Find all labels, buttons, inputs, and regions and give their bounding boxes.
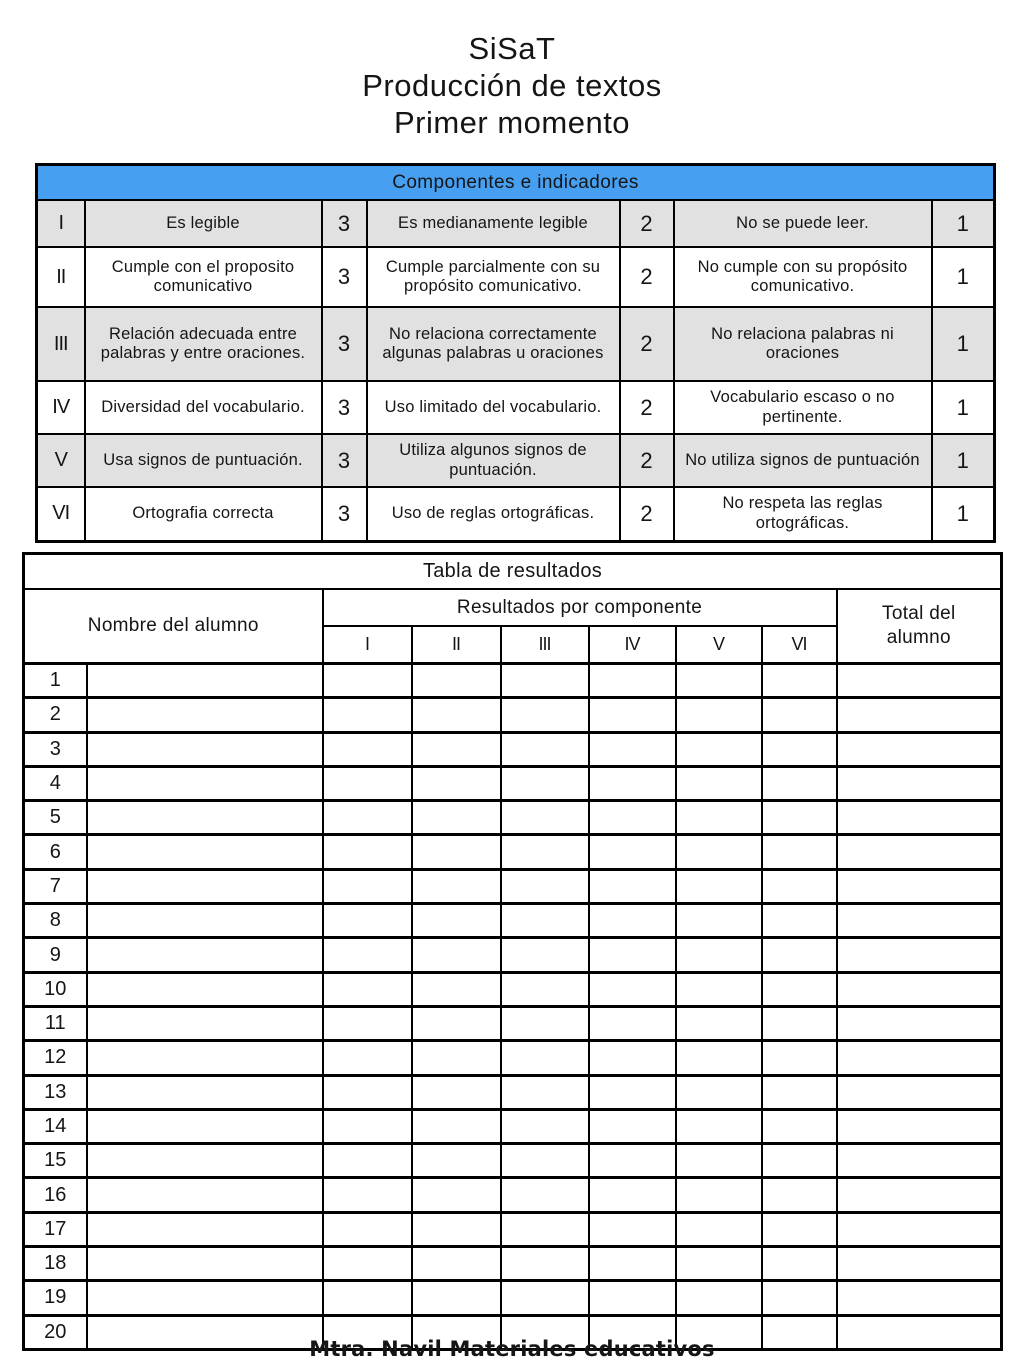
row-number: 19	[24, 1281, 87, 1315]
score-cell-VI	[762, 1178, 837, 1212]
score-cell-II	[412, 835, 501, 869]
score-cell-I	[323, 938, 412, 972]
score-cell-IV	[589, 698, 676, 732]
row-number: 10	[24, 972, 87, 1006]
score-cell-IV	[589, 1281, 676, 1315]
rubric-row	[37, 434, 995, 487]
student-name-cell	[87, 732, 323, 766]
score-cell-VI	[762, 835, 837, 869]
total-cell	[837, 1109, 1002, 1143]
score-cell-I	[323, 1144, 412, 1178]
rubric-row	[37, 307, 995, 381]
score-cell-VI	[762, 732, 837, 766]
indicator-level1: No respeta las reglas ortográficas.	[674, 487, 932, 541]
score-cell-VI	[762, 1144, 837, 1178]
total-cell	[837, 938, 1002, 972]
score-cell-IV	[589, 972, 676, 1006]
student-row	[24, 801, 1002, 835]
score-cell-I	[323, 1075, 412, 1109]
rubric-row	[37, 381, 995, 434]
score-cell-V	[676, 1006, 762, 1040]
student-name-header: Nombre del alumno	[24, 589, 323, 664]
score-cell-II	[412, 972, 501, 1006]
score-cell-IV	[589, 904, 676, 938]
indicator-level3: Es legible	[85, 200, 322, 247]
student-row	[24, 1144, 1002, 1178]
row-number: 14	[24, 1109, 87, 1143]
indicator-level2: Uso de reglas ortográficas.	[367, 487, 620, 541]
student-row	[24, 904, 1002, 938]
student-row	[24, 1281, 1002, 1315]
score-cell-V	[676, 835, 762, 869]
indicator-level2: No relaciona correctamente algunas palabras u oraciones	[367, 307, 620, 381]
student-row	[24, 1006, 1002, 1040]
row-number: 18	[24, 1247, 87, 1281]
score-cell-I	[323, 904, 412, 938]
score-cell-IV	[589, 1006, 676, 1040]
student-name-cell	[87, 698, 323, 732]
score-cell-III	[501, 904, 589, 938]
student-name-cell	[87, 1109, 323, 1143]
score-cell-IV	[589, 835, 676, 869]
student-row	[24, 1041, 1002, 1075]
total-cell	[837, 972, 1002, 1006]
score-cell-III	[501, 1212, 589, 1246]
score-cell-III	[501, 1247, 589, 1281]
row-number: 7	[24, 869, 87, 903]
score-cell-II	[412, 1075, 501, 1109]
total-cell	[837, 1144, 1002, 1178]
score-cell-I	[323, 1247, 412, 1281]
indicator-level2: Cumple parcialmente con su propósito comunicativo.	[367, 247, 620, 307]
total-cell	[837, 869, 1002, 903]
score-cell-III	[501, 1006, 589, 1040]
total-cell	[837, 1178, 1002, 1212]
score-1: 1	[932, 434, 995, 487]
student-name-cell	[87, 1212, 323, 1246]
score-cell-III	[501, 835, 589, 869]
score-cell-VI	[762, 1281, 837, 1315]
row-number: 20	[24, 1315, 87, 1349]
total-cell	[837, 732, 1002, 766]
student-name-cell	[87, 1075, 323, 1109]
score-cell-VI	[762, 664, 837, 698]
score-cell-V	[676, 972, 762, 1006]
score-cell-III	[501, 1041, 589, 1075]
score-cell-I	[323, 972, 412, 1006]
score-cell-IV	[589, 801, 676, 835]
score-cell-II	[412, 1109, 501, 1143]
score-cell-III	[501, 1109, 589, 1143]
component-column-II: II	[412, 626, 501, 664]
score-cell-VI	[762, 1109, 837, 1143]
score-cell-II	[412, 938, 501, 972]
score-cell-V	[676, 732, 762, 766]
score-cell-IV	[589, 1247, 676, 1281]
component-numeral: V	[37, 434, 85, 487]
student-row	[24, 869, 1002, 903]
score-cell-I	[323, 766, 412, 800]
score-cell-I	[323, 801, 412, 835]
score-cell-I	[323, 835, 412, 869]
indicator-level1: No cumple con su propósito comunicativo.	[674, 247, 932, 307]
row-number: 12	[24, 1041, 87, 1075]
row-number: 1	[24, 664, 87, 698]
student-name-cell	[87, 904, 323, 938]
score-cell-III	[501, 972, 589, 1006]
indicator-level1: Vocabulario escaso o no pertinente.	[674, 381, 932, 434]
indicator-level1: No relaciona palabras ni oraciones	[674, 307, 932, 381]
row-number: 17	[24, 1212, 87, 1246]
total-cell	[837, 1006, 1002, 1040]
score-3: 3	[322, 247, 367, 307]
student-row	[24, 698, 1002, 732]
student-name-cell	[87, 1247, 323, 1281]
score-cell-I	[323, 869, 412, 903]
total-cell	[837, 766, 1002, 800]
rubric-row	[37, 200, 995, 247]
score-cell-IV	[589, 1144, 676, 1178]
score-cell-III	[501, 801, 589, 835]
score-cell-VI	[762, 904, 837, 938]
score-1: 1	[932, 307, 995, 381]
component-numeral: I	[37, 200, 85, 247]
score-cell-II	[412, 664, 501, 698]
student-row	[24, 732, 1002, 766]
score-cell-II	[412, 1281, 501, 1315]
title-line-2: Producción de textos	[362, 68, 662, 103]
score-2: 2	[620, 434, 674, 487]
score-cell-IV	[589, 732, 676, 766]
score-cell-V	[676, 1109, 762, 1143]
score-cell-V	[676, 938, 762, 972]
student-row	[24, 1247, 1002, 1281]
score-cell-III	[501, 1281, 589, 1315]
component-numeral: III	[37, 307, 85, 381]
student-row	[24, 766, 1002, 800]
score-cell-V	[676, 1247, 762, 1281]
score-cell-V	[676, 1075, 762, 1109]
score-cell-IV	[589, 1041, 676, 1075]
row-number: 13	[24, 1075, 87, 1109]
score-cell-V	[676, 1178, 762, 1212]
score-cell-V	[676, 698, 762, 732]
author-credit: Mtra. Navil Materiales educativos	[309, 1337, 715, 1361]
score-cell-V	[676, 1144, 762, 1178]
student-row	[24, 972, 1002, 1006]
score-cell-IV	[589, 766, 676, 800]
score-1: 1	[932, 487, 995, 541]
component-numeral: II	[37, 247, 85, 307]
score-cell-II	[412, 1247, 501, 1281]
student-name-cell	[87, 972, 323, 1006]
score-cell-I	[323, 698, 412, 732]
indicator-level2: Uso limitado del vocabulario.	[367, 381, 620, 434]
score-cell-II	[412, 732, 501, 766]
student-row	[24, 938, 1002, 972]
student-name-cell	[87, 938, 323, 972]
student-row	[24, 1109, 1002, 1143]
results-table-body	[24, 664, 1002, 1350]
student-row	[24, 1178, 1002, 1212]
page-title	[0, 30, 1024, 141]
score-cell-V	[676, 1041, 762, 1075]
indicator-level3: Relación adecuada entre palabras y entre oraciones.	[85, 307, 322, 381]
score-3: 3	[322, 381, 367, 434]
score-cell-I	[323, 1006, 412, 1040]
score-2: 2	[620, 307, 674, 381]
score-cell-II	[412, 1178, 501, 1212]
score-cell-IV	[589, 1212, 676, 1246]
score-2: 2	[620, 381, 674, 434]
score-cell-VI	[762, 1041, 837, 1075]
score-cell-II	[412, 1212, 501, 1246]
total-cell	[837, 835, 1002, 869]
row-number: 11	[24, 1006, 87, 1040]
total-cell	[837, 1212, 1002, 1246]
score-3: 3	[322, 200, 367, 247]
component-column-III: III	[501, 626, 589, 664]
indicator-level3: Ortografia correcta	[85, 487, 322, 541]
row-number: 2	[24, 698, 87, 732]
results-table-title: Tabla de resultados	[24, 554, 1002, 590]
row-number: 4	[24, 766, 87, 800]
rubric-table-header: Componentes e indicadores	[37, 165, 995, 201]
results-table	[22, 552, 1003, 1351]
score-1: 1	[932, 247, 995, 307]
score-cell-VI	[762, 869, 837, 903]
score-3: 3	[322, 487, 367, 541]
score-cell-I	[323, 1212, 412, 1246]
score-cell-II	[412, 1006, 501, 1040]
student-name-cell	[87, 801, 323, 835]
indicator-level1: No utiliza signos de puntuación	[674, 434, 932, 487]
score-cell-V	[676, 869, 762, 903]
indicator-level3: Diversidad del vocabulario.	[85, 381, 322, 434]
total-cell	[837, 664, 1002, 698]
row-number: 9	[24, 938, 87, 972]
score-cell-IV	[589, 869, 676, 903]
score-cell-II	[412, 766, 501, 800]
score-cell-V	[676, 664, 762, 698]
component-column-I: I	[323, 626, 412, 664]
score-cell-I	[323, 1281, 412, 1315]
student-name-cell	[87, 835, 323, 869]
component-column-IV: IV	[589, 626, 676, 664]
score-cell-IV	[589, 938, 676, 972]
indicator-level3: Cumple con el proposito comunicativo	[85, 247, 322, 307]
score-cell-VI	[762, 1212, 837, 1246]
indicator-level2: Utiliza algunos signos de puntuación.	[367, 434, 620, 487]
title-line-1: SiSaT	[468, 31, 556, 66]
score-cell-II	[412, 869, 501, 903]
score-cell-IV	[589, 1075, 676, 1109]
score-cell-V	[676, 1212, 762, 1246]
component-column-VI: VI	[762, 626, 837, 664]
student-name-cell	[87, 869, 323, 903]
score-cell-I	[323, 1178, 412, 1212]
student-name-cell	[87, 664, 323, 698]
score-cell-VI	[762, 972, 837, 1006]
rubric-row	[37, 487, 995, 541]
score-cell-I	[323, 732, 412, 766]
score-3: 3	[322, 307, 367, 381]
total-cell	[837, 1281, 1002, 1315]
component-column-V: V	[676, 626, 762, 664]
total-cell	[837, 1075, 1002, 1109]
score-cell-V	[676, 1281, 762, 1315]
score-3: 3	[322, 434, 367, 487]
score-cell-II	[412, 1144, 501, 1178]
score-cell-VI	[762, 1006, 837, 1040]
score-cell-I	[323, 664, 412, 698]
score-2: 2	[620, 247, 674, 307]
score-cell-IV	[589, 1178, 676, 1212]
student-name-cell	[87, 1178, 323, 1212]
score-cell-VI	[762, 698, 837, 732]
score-cell-II	[412, 801, 501, 835]
student-name-cell	[87, 1281, 323, 1315]
row-number: 6	[24, 835, 87, 869]
rubric-row	[37, 247, 995, 307]
score-cell-VI	[762, 1075, 837, 1109]
score-cell-VI	[762, 1247, 837, 1281]
score-cell-III	[501, 1178, 589, 1212]
indicator-level3: Usa signos de puntuación.	[85, 434, 322, 487]
total-cell	[837, 1247, 1002, 1281]
score-cell-III	[501, 698, 589, 732]
row-number: 15	[24, 1144, 87, 1178]
score-cell-III	[501, 1075, 589, 1109]
score-cell-V	[676, 801, 762, 835]
student-total-header: Total del alumno	[837, 589, 1002, 664]
student-row	[24, 835, 1002, 869]
score-cell-IV	[589, 664, 676, 698]
indicator-level1: No se puede leer.	[674, 200, 932, 247]
score-cell-VI	[762, 766, 837, 800]
student-row	[24, 664, 1002, 698]
score-cell-I	[323, 1041, 412, 1075]
total-cell	[837, 1041, 1002, 1075]
score-cell-II	[412, 904, 501, 938]
score-cell-III	[501, 938, 589, 972]
score-cell-V	[676, 904, 762, 938]
total-cell	[837, 904, 1002, 938]
total-cell	[837, 698, 1002, 732]
student-row	[24, 1212, 1002, 1246]
component-numeral: IV	[37, 381, 85, 434]
score-2: 2	[620, 487, 674, 541]
score-cell-IV	[589, 1109, 676, 1143]
rubric-table	[35, 163, 996, 543]
total-cell	[837, 801, 1002, 835]
score-cell-I	[323, 1109, 412, 1143]
title-line-3: Primer momento	[393, 105, 631, 140]
score-1: 1	[932, 200, 995, 247]
score-cell-II	[412, 1041, 501, 1075]
score-cell-III	[501, 732, 589, 766]
indicator-level2: Es medianamente legible	[367, 200, 620, 247]
score-cell-III	[501, 869, 589, 903]
results-by-component-header: Resultados por componente	[323, 589, 837, 626]
score-cell-II	[412, 698, 501, 732]
component-numeral: VI	[37, 487, 85, 541]
score-cell-III	[501, 766, 589, 800]
student-name-cell	[87, 1144, 323, 1178]
score-cell-III	[501, 1144, 589, 1178]
score-2: 2	[620, 200, 674, 247]
score-cell-V	[676, 766, 762, 800]
score-cell-III	[501, 664, 589, 698]
student-row	[24, 1075, 1002, 1109]
row-number: 3	[24, 732, 87, 766]
student-name-cell	[87, 1006, 323, 1040]
student-name-cell	[87, 1041, 323, 1075]
score-1: 1	[932, 381, 995, 434]
row-number: 5	[24, 801, 87, 835]
score-cell-VI	[762, 801, 837, 835]
row-number: 8	[24, 904, 87, 938]
row-number: 16	[24, 1178, 87, 1212]
score-cell-VI	[762, 938, 837, 972]
student-name-cell	[87, 766, 323, 800]
